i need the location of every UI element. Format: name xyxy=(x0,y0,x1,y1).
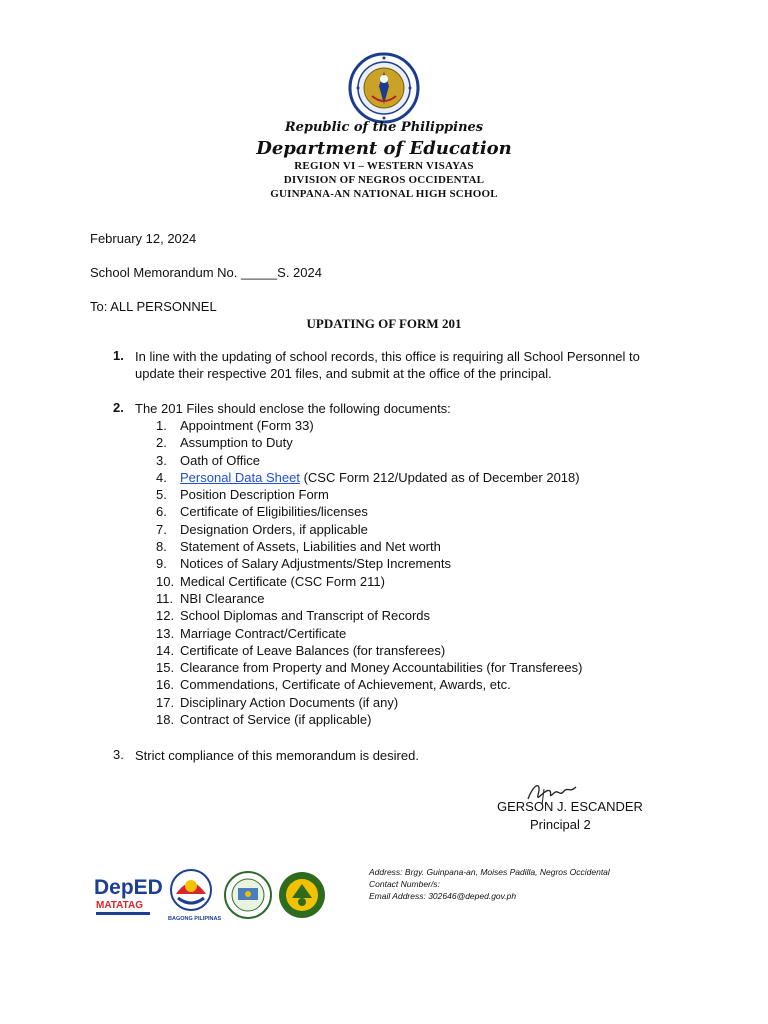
document-item-text: Notices of Salary Adjustments/Step Increments xyxy=(180,556,451,572)
document-list-item xyxy=(156,417,582,434)
paragraph-3: Strict compliance of this memorandum is desired. xyxy=(135,748,419,763)
document-item-text: (CSC Form 212/Updated as of December 2018) xyxy=(299,469,580,485)
document-list-item xyxy=(156,711,582,728)
document-list-item xyxy=(156,434,582,451)
document-item-text: Oath of Office xyxy=(180,452,260,468)
school-label: GUINPANA-AN NATIONAL HIGH SCHOOL xyxy=(270,188,498,200)
bagong-pilipinas-logo xyxy=(168,870,222,922)
contact-block xyxy=(369,866,610,902)
document-item-text: Assumption to Duty xyxy=(180,435,293,451)
paragraph-1 xyxy=(135,348,640,383)
document-item-text: Certificate of Eligibilities/licenses xyxy=(180,504,368,520)
deped-seal-logo xyxy=(348,52,420,124)
deped-logo-text: DepED xyxy=(94,876,163,899)
signatory-name: GERSON J. ESCANDER xyxy=(497,799,643,814)
document-list-item xyxy=(156,659,582,676)
document-item-number: 8. xyxy=(156,539,167,555)
bagong-pilipinas-text: BAGONG PILIPINAS xyxy=(168,916,222,922)
document-item-number: 7. xyxy=(156,521,167,537)
memo-number: School Memorandum No. _____S. 2024 xyxy=(90,265,322,280)
paragraph-1-line-1: In line with the updating of school records, this office is requiring all School Personnel to xyxy=(135,349,640,364)
paragraph-1-line-2: update their respective 201 files, and submit at the office of the principal. xyxy=(135,366,552,382)
paragraph-1-number: 1. xyxy=(113,348,124,363)
document-list-item xyxy=(156,590,582,607)
document-list-item xyxy=(156,469,582,486)
document-item-number: 13. xyxy=(156,625,175,641)
document-list-item xyxy=(156,521,582,538)
document-list-item xyxy=(156,555,582,572)
document-item-number: 16. xyxy=(156,677,175,693)
division-label: DIVISION OF NEGROS OCCIDENTAL xyxy=(283,174,485,186)
document-item-text: Certificate of Leave Balances (for transferees) xyxy=(180,642,446,658)
region-label: REGION VI – WESTERN VISAYAS xyxy=(294,160,474,172)
document-item-text: Marriage Contract/Certificate xyxy=(180,625,347,641)
document-list-item xyxy=(156,452,582,469)
division-seal-logo xyxy=(279,872,325,918)
document-list-item xyxy=(156,625,582,642)
memo-date: February 12, 2024 xyxy=(90,231,197,246)
document-list-item xyxy=(156,694,582,711)
document-item-text: Statement of Assets, Liabilities and Net worth xyxy=(180,539,441,555)
document-item-text: Disciplinary Action Documents (if any) xyxy=(180,694,399,710)
document-item-number: 3. xyxy=(156,452,167,468)
email-text: Email Address: 302646@deped.gov.ph xyxy=(369,891,517,901)
document-item-number: 9. xyxy=(156,556,167,572)
document-item-number: 2. xyxy=(156,435,167,451)
document-item-number: 5. xyxy=(156,487,167,503)
matatag-logo-text: MATATAG xyxy=(96,900,144,911)
document-item-text: Medical Certificate (CSC Form 211) xyxy=(180,573,385,589)
republic-label: Republic of the Philippines xyxy=(284,120,484,135)
document-item-number: 17. xyxy=(156,694,175,710)
signatory-position: Principal 2 xyxy=(530,817,591,832)
memo-title: UPDATING OF FORM 201 xyxy=(306,316,462,331)
document-item-number: 6. xyxy=(156,504,167,520)
document-list-item xyxy=(156,503,582,520)
contact-number-text: Contact Number/s: xyxy=(369,879,440,889)
document-list-item xyxy=(156,642,582,659)
document-list-item xyxy=(156,538,582,555)
document-item-text: Contract of Service (if applicable) xyxy=(180,712,372,728)
document-list-item xyxy=(156,573,582,590)
paragraph-2-number: 2. xyxy=(113,400,124,415)
document-item-text: Commendations, Certificate of Achievement, Awards, etc. xyxy=(180,677,511,693)
document-item-text: Appointment (Form 33) xyxy=(180,418,314,433)
document-item-number: 4. xyxy=(156,469,167,485)
document-item-number: 11. xyxy=(156,590,174,606)
document-item-number: 15. xyxy=(156,660,175,676)
department-label: Department of Education xyxy=(256,138,512,159)
document-item-text: Clearance from Property and Money Accountabilities (for Transferees) xyxy=(180,660,583,676)
document-item-number: 18. xyxy=(156,712,175,728)
document-item-text: Designation Orders, if applicable xyxy=(180,521,368,537)
documents-list xyxy=(156,417,582,728)
memo-recipients: To: ALL PERSONNEL xyxy=(90,299,217,314)
document-item-number: 14. xyxy=(156,642,175,658)
document-list-item xyxy=(156,486,582,503)
paragraph-3-number: 3. xyxy=(113,747,124,762)
deped-matatag-logo xyxy=(94,876,163,915)
personal-data-sheet-link[interactable]: Personal Data Sheet xyxy=(180,469,300,485)
document-list-item xyxy=(156,676,582,693)
document-item-text: School Diplomas and Transcript of Records xyxy=(180,608,431,624)
paragraph-2-intro: The 201 Files should enclose the following documents: xyxy=(135,401,451,416)
document-item-text: NBI Clearance xyxy=(180,590,265,606)
document-item-number: 10. xyxy=(156,573,175,589)
document-item-number: 12. xyxy=(156,608,175,624)
school-seal-logo xyxy=(225,872,271,918)
address-text: Address: Brgy. Guinpana-an, Moises Padilla, Negros Occidental xyxy=(369,867,610,877)
document-item-text: Position Description Form xyxy=(180,487,329,503)
document-list-item xyxy=(156,607,582,624)
document-item-number: 1. xyxy=(156,418,167,433)
footer-logos xyxy=(92,868,342,922)
